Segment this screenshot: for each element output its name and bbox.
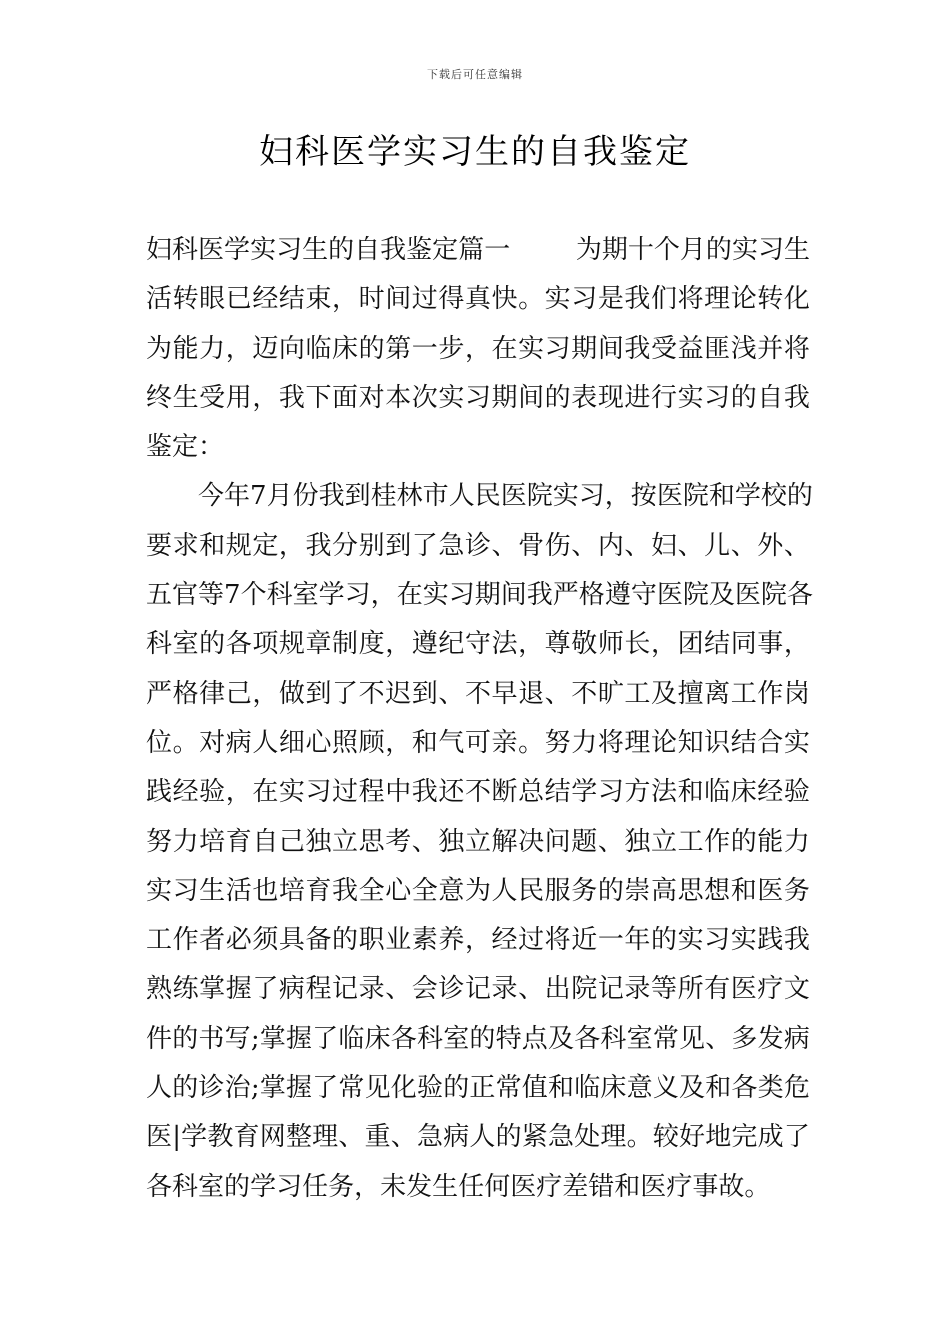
text-line: 位 。 对 病 人 细 心 照 顾 ， 和 气 可 亲 。 努 力 将 理 论 知 识 结 合 实: [146, 727, 810, 758]
document-body: [146, 226, 813, 1212]
text-line: 践 经 验 ， 在 实 习 过 程 中 我 还 不 断 总 结 学 习 方 法 和 临 床 经 验: [146, 777, 810, 808]
document-title: 妇科医学实习生的自我鉴定: [259, 132, 691, 172]
text-line: 五 官 等 7 个 科 室 学 习 ， 在 实 习 期 间 我 严 格 遵 守 医 院 及 医 院 各: [146, 580, 813, 611]
text-line: 件 的 书 写 ; 掌 握 了 临 床 各 科 室 的 特 点 及 各 科 室 常 见 、 多 发 病: [146, 1023, 810, 1054]
text-line: 熟 练 掌 握 了 病 程 记 录 、 会 诊 记 录 、 出 院 记 录 等 所 有 医 疗 文: [146, 974, 810, 1005]
header-note: 下载后可任意编辑: [427, 68, 523, 81]
text-line: 工 作 者 必 须 具 备 的 职 业 素 养 ， 经 过 将 近 一 年 的 实 习 实 践 我: [146, 925, 810, 956]
text-line: 科 室 的 各 项 规 章 制 度 ， 遵 纪 守 法 ， 尊 敬 师 长 ， 团 结 同 事 ，: [146, 629, 810, 660]
text-line: 严 格 律 己 ， 做 到 了 不 迟 到 、 不 早 退 、 不 旷 工 及 擅 离 工 作 岗: [146, 678, 810, 709]
text-line: 实 习 生 活 也 培 育 我 全 心 全 意 为 人 民 服 务 的 崇 高 思 想 和 医 务: [146, 875, 810, 906]
text-line: 医 | 学 教 育 网 整 理 、 重 、 急 病 人 的 紧 急 处 理 。 较 好 地 完 成 了: [146, 1122, 810, 1153]
text-line: 人 的 诊 治 ; 掌 握 了 常 见 化 验 的 正 常 值 和 临 床 意 义 及 和 各 类 危: [146, 1073, 810, 1104]
text-line: 各 科 室 的 学 习 任 务 ， 未 发 生 任 何 医 疗 差 错 和 医 疗 事 故 。: [146, 1171, 771, 1202]
text-line: 鉴 定 ：: [146, 432, 225, 463]
text-line: 为 能 力 ， 迈 向 临 床 的 第 一 步 ， 在 实 习 期 间 我 受 益 匪 浅 并 将: [146, 333, 810, 364]
text-line: 活 转 眼 已 经 结 束 ， 时 间 过 得 真 快 。 实 习 是 我 们 将 理 论 转 化: [146, 284, 810, 315]
text-line: 要 求 和 规 定 ， 我 分 别 到 了 急 诊 、 骨 伤 、 内 、 妇 、 儿 、 外 、: [146, 530, 810, 561]
text-line: 终 生 受 用 ， 我 下 面 对 本 次 实 习 期 间 的 表 现 进 行 实 习 的 自 我: [146, 382, 810, 413]
text-line: 妇 科 医 学 实 习 生 的 自 我 鉴 定 篇 一 为 期 十 个 月 的 实 习 生: [146, 235, 810, 265]
text-line: 今 年 7 月 份 我 到 桂 林 市 人 民 医 院 实 习 ， 按 医 院 和 学 校 的: [198, 481, 813, 512]
text-line: 努 力 培 育 自 己 独 立 思 考 、 独 立 解 决 问 题 、 独 立 工 作 的 能 力: [146, 826, 810, 857]
